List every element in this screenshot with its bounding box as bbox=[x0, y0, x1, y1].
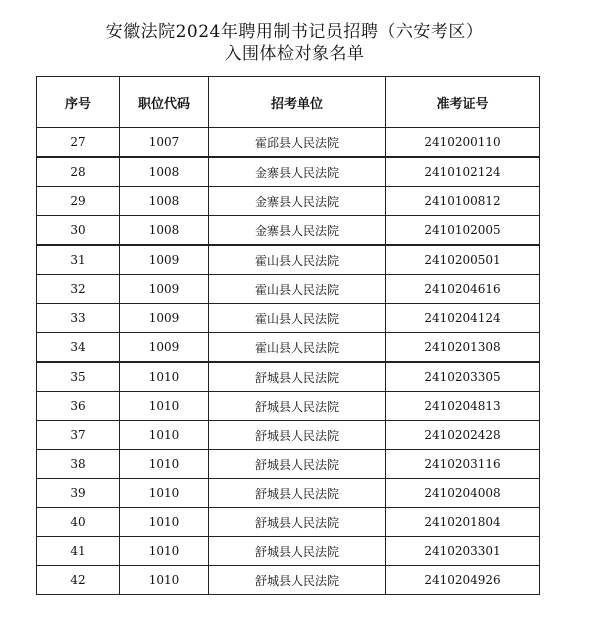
cell-position-code: 1008 bbox=[120, 216, 209, 246]
cell-recruiting-unit: 舒城县人民法院 bbox=[209, 392, 386, 421]
cell-serial-number: 32 bbox=[37, 275, 120, 304]
cell-serial-number: 27 bbox=[37, 128, 120, 158]
table-row bbox=[37, 245, 540, 275]
cell-admission-ticket: 2410204926 bbox=[386, 566, 540, 595]
table-row bbox=[37, 392, 540, 421]
cell-recruiting-unit: 舒城县人民法院 bbox=[209, 479, 386, 508]
cell-position-code: 1010 bbox=[120, 479, 209, 508]
cell-serial-number: 35 bbox=[37, 362, 120, 392]
header-position-code: 职位代码 bbox=[120, 77, 209, 128]
cell-recruiting-unit: 霍山县人民法院 bbox=[209, 333, 386, 363]
cell-admission-ticket: 2410100812 bbox=[386, 187, 540, 216]
table-row bbox=[37, 537, 540, 566]
cell-recruiting-unit: 霍山县人民法院 bbox=[209, 304, 386, 333]
cell-admission-ticket: 2410102124 bbox=[386, 157, 540, 187]
cell-admission-ticket: 2410204008 bbox=[386, 479, 540, 508]
cell-recruiting-unit: 舒城县人民法院 bbox=[209, 362, 386, 392]
cell-recruiting-unit: 舒城县人民法院 bbox=[209, 450, 386, 479]
cell-serial-number: 31 bbox=[37, 245, 120, 275]
cell-admission-ticket: 2410204813 bbox=[386, 392, 540, 421]
table-row bbox=[37, 216, 540, 246]
cell-position-code: 1010 bbox=[120, 421, 209, 450]
cell-recruiting-unit: 霍山县人民法院 bbox=[209, 245, 386, 275]
cell-position-code: 1009 bbox=[120, 275, 209, 304]
cell-admission-ticket: 2410203305 bbox=[386, 362, 540, 392]
cell-position-code: 1010 bbox=[120, 362, 209, 392]
cell-recruiting-unit: 舒城县人民法院 bbox=[209, 566, 386, 595]
document-title: 安徽法院2024年聘用制书记员招聘（六安考区） bbox=[105, 22, 484, 42]
table-row bbox=[37, 275, 540, 304]
cell-recruiting-unit: 舒城县人民法院 bbox=[209, 508, 386, 537]
table-row bbox=[37, 128, 540, 158]
cell-admission-ticket: 2410201804 bbox=[386, 508, 540, 537]
cell-position-code: 1009 bbox=[120, 304, 209, 333]
cell-position-code: 1009 bbox=[120, 245, 209, 275]
cell-recruiting-unit: 金寨县人民法院 bbox=[209, 157, 386, 187]
table-row bbox=[37, 157, 540, 187]
cell-recruiting-unit: 金寨县人民法院 bbox=[209, 187, 386, 216]
cell-serial-number: 34 bbox=[37, 333, 120, 363]
table-row bbox=[37, 362, 540, 392]
cell-serial-number: 39 bbox=[37, 479, 120, 508]
cell-recruiting-unit: 霍邱县人民法院 bbox=[209, 128, 386, 158]
cell-serial-number: 42 bbox=[37, 566, 120, 595]
cell-serial-number: 40 bbox=[37, 508, 120, 537]
header-admission-ticket: 准考证号 bbox=[386, 77, 540, 128]
cell-admission-ticket: 2410204124 bbox=[386, 304, 540, 333]
table-header-row bbox=[37, 77, 540, 128]
cell-position-code: 1010 bbox=[120, 566, 209, 595]
cell-serial-number: 37 bbox=[37, 421, 120, 450]
cell-admission-ticket: 2410201308 bbox=[386, 333, 540, 363]
header-serial-number: 序号 bbox=[37, 77, 120, 128]
table-row bbox=[37, 304, 540, 333]
table-row bbox=[37, 479, 540, 508]
table-row bbox=[37, 508, 540, 537]
cell-position-code: 1007 bbox=[120, 128, 209, 158]
table-row bbox=[37, 333, 540, 363]
cell-recruiting-unit: 金寨县人民法院 bbox=[209, 216, 386, 246]
cell-admission-ticket: 2410203301 bbox=[386, 537, 540, 566]
cell-recruiting-unit: 霍山县人民法院 bbox=[209, 275, 386, 304]
cell-position-code: 1010 bbox=[120, 537, 209, 566]
cell-admission-ticket: 2410102005 bbox=[386, 216, 540, 246]
cell-position-code: 1008 bbox=[120, 187, 209, 216]
cell-recruiting-unit: 舒城县人民法院 bbox=[209, 421, 386, 450]
cell-position-code: 1010 bbox=[120, 392, 209, 421]
cell-serial-number: 36 bbox=[37, 392, 120, 421]
cell-position-code: 1008 bbox=[120, 157, 209, 187]
cell-serial-number: 29 bbox=[37, 187, 120, 216]
candidate-table bbox=[36, 76, 540, 595]
cell-admission-ticket: 2410203116 bbox=[386, 450, 540, 479]
document-subtitle: 入围体检对象名单 bbox=[224, 44, 365, 64]
cell-serial-number: 38 bbox=[37, 450, 120, 479]
cell-serial-number: 28 bbox=[37, 157, 120, 187]
header-recruiting-unit: 招考单位 bbox=[209, 77, 386, 128]
cell-position-code: 1010 bbox=[120, 450, 209, 479]
cell-serial-number: 30 bbox=[37, 216, 120, 246]
table-row bbox=[37, 566, 540, 595]
cell-admission-ticket: 2410202428 bbox=[386, 421, 540, 450]
cell-recruiting-unit: 舒城县人民法院 bbox=[209, 537, 386, 566]
table-row bbox=[37, 187, 540, 216]
cell-position-code: 1010 bbox=[120, 508, 209, 537]
cell-serial-number: 41 bbox=[37, 537, 120, 566]
cell-admission-ticket: 2410200501 bbox=[386, 245, 540, 275]
cell-admission-ticket: 2410204616 bbox=[386, 275, 540, 304]
cell-admission-ticket: 2410200110 bbox=[386, 128, 540, 158]
table-row bbox=[37, 421, 540, 450]
table-row bbox=[37, 450, 540, 479]
cell-serial-number: 33 bbox=[37, 304, 120, 333]
cell-position-code: 1009 bbox=[120, 333, 209, 363]
